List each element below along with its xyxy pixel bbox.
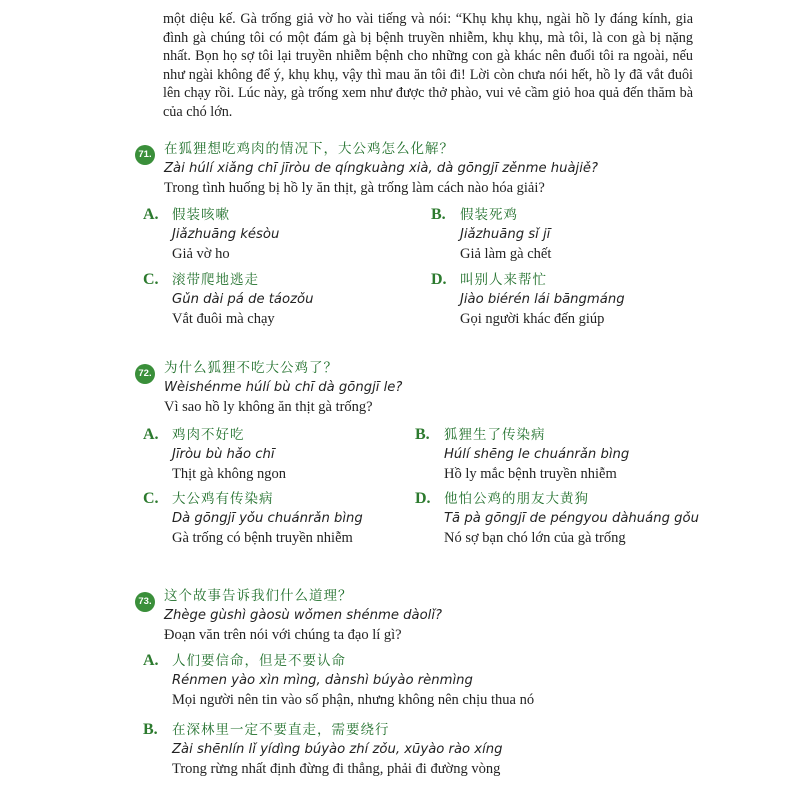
option-vietnamese: Hồ ly mắc bệnh truyền nhiễm — [444, 466, 617, 482]
intro-paragraph: một diệu kế. Gà trống giả vờ ho vài tiếng và nói: “Khụ khụ khụ, ngài hồ ly đáng kính, gia đình gà chúng tôi có một đám gà bị bệnh truyền nhiễm, khụ khụ, mà tôi, là con gà bị nặng nhất. Bọn họ sợ tôi lại truyền nhiễm bệnh cho những con gà khác nên đuổi tôi ra ngoài, nếu như ngài không để ý, khụ khụ, vậy thì mau ăn tôi đi! Lời còn chưa nói hết, hồ ly đã vắt đuôi lên chạy rồi. Lúc này, gà trống xem như được thở phào, vui vẻ cầm giỏ hoa quả đến thăm bà của chó lớn. — [163, 11, 693, 120]
question-pinyin: Zhège gùshì gàosù wǒmen shénme dàolǐ? — [164, 608, 442, 623]
option-chinese: 假装咳嗽 — [172, 207, 230, 223]
option-letter: A. — [143, 206, 159, 223]
question-chinese: 在狐狸想吃鸡肉的情况下，大公鸡怎么化解？ — [164, 141, 454, 157]
option-vietnamese: Nó sợ bạn chó lớn của gà trống — [444, 530, 626, 546]
question-pinyin: Wèishénme húlí bù chī dà gōngjī le? — [164, 380, 403, 395]
option-chinese: 大公鸡有传染病 — [172, 491, 274, 507]
option-letter: A. — [143, 426, 159, 443]
option-letter: B. — [143, 721, 158, 738]
option-vietnamese: Mọi người nên tin vào số phận, nhưng không nên chịu thua nó — [172, 692, 535, 708]
option-vietnamese: Thịt gà không ngon — [172, 466, 286, 482]
option-letter: D. — [431, 271, 447, 288]
option-pinyin: Jiǎzhuāng sǐ jī — [460, 227, 551, 242]
option-letter: A. — [143, 652, 159, 669]
option-vietnamese: Gọi người khác đến giúp — [460, 311, 605, 327]
option-chinese: 他怕公鸡的朋友大黄狗 — [444, 491, 589, 507]
option-chinese: 滚带爬地逃走 — [172, 272, 259, 288]
option-chinese: 假装死鸡 — [460, 207, 518, 223]
option-letter: B. — [431, 206, 446, 223]
option-pinyin: Jiào biérén lái bāngmáng — [460, 292, 625, 307]
option-chinese: 鸡肉不好吃 — [172, 427, 245, 443]
question-vietnamese: Vì sao hồ ly không ăn thịt gà trống? — [164, 399, 373, 415]
option-pinyin: Dà gōngjī yǒu chuánrǎn bìng — [172, 511, 363, 526]
option-pinyin: Jiǎzhuāng késòu — [172, 227, 280, 242]
option-pinyin: Jīròu bù hǎo chī — [172, 447, 275, 462]
question-number-badge: 73. — [135, 592, 155, 612]
option-vietnamese: Gà trống có bệnh truyền nhiễm — [172, 530, 353, 546]
option-vietnamese: Vắt đuôi mà chạy — [172, 311, 275, 327]
question-vietnamese: Đoạn văn trên nói với chúng ta đạo lí gì? — [164, 627, 402, 643]
option-chinese: 叫别人来帮忙 — [460, 272, 547, 288]
option-pinyin: Gǔn dài pá de táozǒu — [172, 292, 314, 307]
option-letter: D. — [415, 490, 431, 507]
option-vietnamese: Giả vờ ho — [172, 246, 230, 262]
option-letter: C. — [143, 271, 159, 288]
option-vietnamese: Trong rừng nhất định đừng đi thẳng, phải đi đường vòng — [172, 761, 501, 777]
option-chinese: 人们要信命，但是不要认命 — [172, 653, 346, 669]
option-vietnamese: Giả làm gà chết — [460, 246, 552, 262]
option-chinese: 在深林里一定不要直走，需要绕行 — [172, 722, 390, 738]
option-pinyin: Húlí shēng le chuánrǎn bìng — [444, 447, 630, 462]
option-pinyin: Tā pà gōngjī de péngyou dàhuáng gǒu — [444, 511, 699, 526]
question-chinese: 这个故事告诉我们什么道理？ — [164, 588, 353, 604]
question-number-badge: 72. — [135, 364, 155, 384]
option-letter: C. — [143, 490, 159, 507]
option-letter: B. — [415, 426, 430, 443]
option-pinyin: Zài shēnlín lǐ yídìng búyào zhí zǒu, xūyào rào xíng — [172, 742, 503, 757]
question-number-badge: 71. — [135, 145, 155, 165]
question-vietnamese: Trong tình huống bị hồ ly ăn thịt, gà trống làm cách nào hóa giải? — [164, 180, 545, 196]
option-chinese: 狐狸生了传染病 — [444, 427, 546, 443]
option-pinyin: Rénmen yào xìn mìng, dànshì búyào rènmìng — [172, 673, 473, 688]
question-chinese: 为什么狐狸不吃大公鸡了？ — [164, 360, 338, 376]
question-pinyin: Zài húlí xiǎng chī jīròu de qíngkuàng xià, dà gōngjī zěnme huàjiě? — [164, 161, 598, 176]
